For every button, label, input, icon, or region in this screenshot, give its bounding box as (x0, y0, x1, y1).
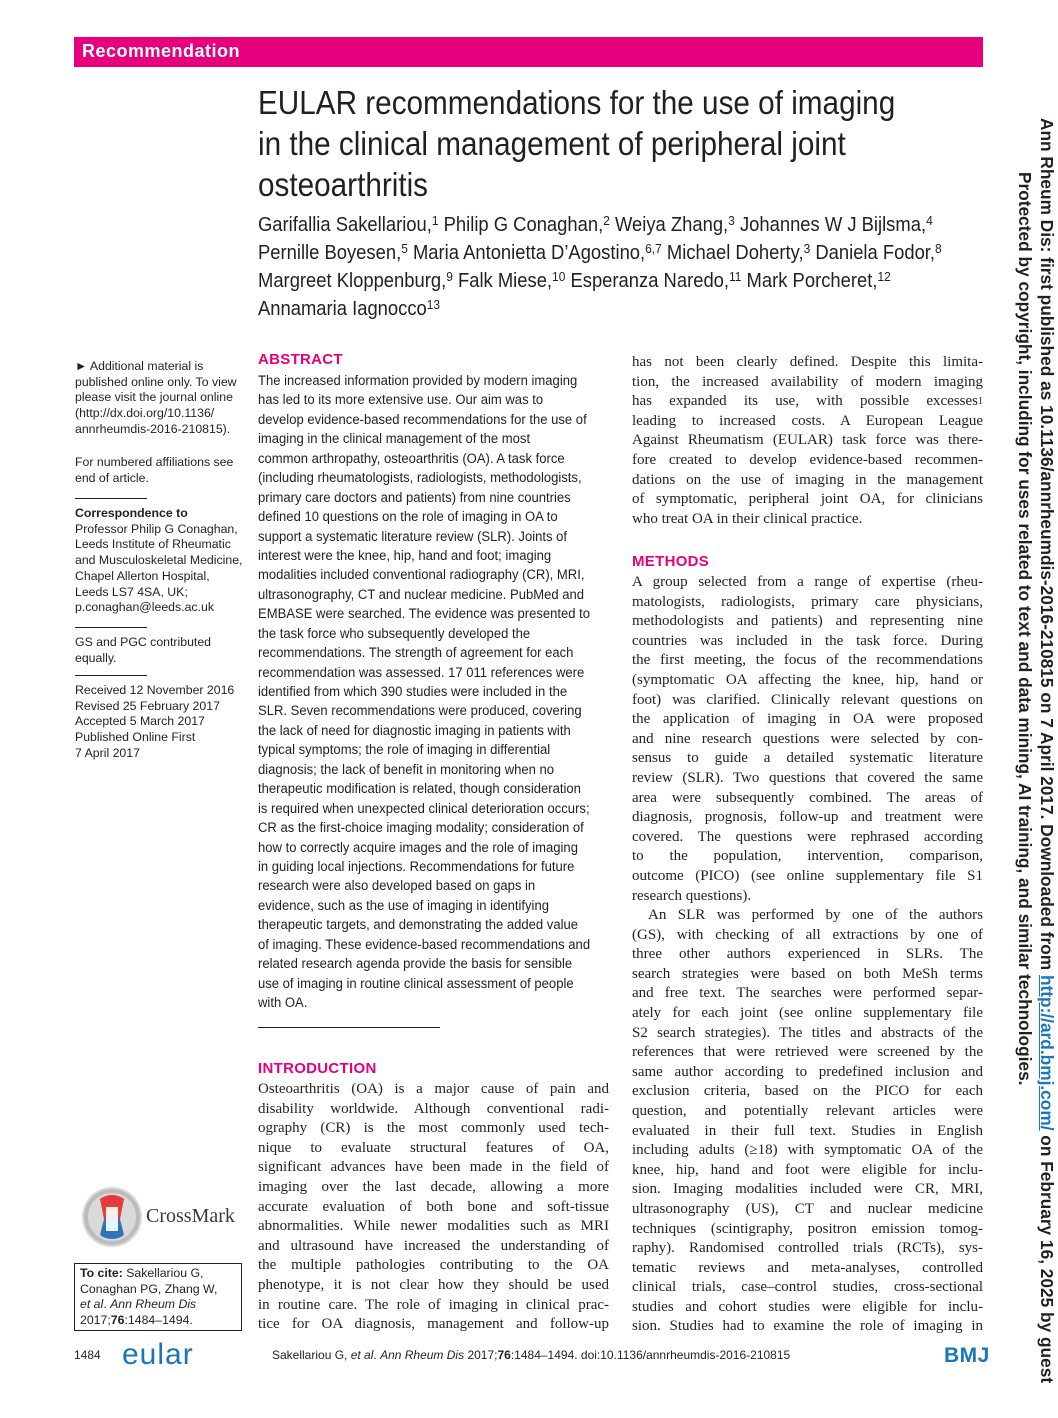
text-line: the task force who subsequently developed the (258, 625, 531, 642)
text-line: ultrasonography, CT and nuclear medicine. PubMed and (258, 586, 585, 603)
author-line: Annamaria Iagnocco$^{13}$ (258, 297, 441, 320)
methods-paragraph-1 (632, 573, 983, 906)
section-label: Recommendation (82, 41, 241, 61)
text-line: diagnosis; the lack of benefit in monitoring when no (258, 761, 555, 778)
text-line: A group selected from a range of expertise (rheu- (632, 574, 983, 590)
text-line: search strategies were based on both MeSh terms (632, 965, 983, 982)
text-line: in guiding local injections. Recommendations for future (258, 858, 575, 875)
text-line: S2 search strategies). The titles and abstracts of the (632, 1024, 983, 1041)
text-line: sensus to guide a detailed systematic literature (632, 750, 983, 767)
text-line: the lack of need for diagnostic imaging in patients with (258, 722, 571, 739)
text-line: tion, the increased availability of modern imaging (632, 373, 983, 390)
text-line: identified from which 390 studies were included in the (258, 684, 568, 700)
correspondence-email[interactable]: p.conaghan@leeds.ac.uk (75, 600, 214, 615)
text-line: of imaging. These evidence-based recommendations and (258, 936, 591, 953)
text-line: has expanded its use, with possible excesses$^1$ (632, 393, 983, 410)
crossmark-icon (80, 1185, 144, 1249)
cite-box: To cite: Sakellariou G, Conaghan PG, Zhang W, et al. Ann Rheum Dis 2017;76:1484–1494. (74, 1263, 242, 1331)
text-line: accurate evaluation of both bone and soft-tissue (258, 1198, 609, 1215)
text-line: EMBASE were searched. The evidence was presented to (258, 606, 591, 623)
abstract-heading: ABSTRACT (258, 351, 343, 368)
eular-logo: eular (122, 1338, 194, 1371)
text-line: including adults (≥18) with symptomatic OA of the (632, 1142, 983, 1159)
methods-heading: METHODS (632, 553, 710, 570)
page-number: 1484 (74, 1348, 101, 1362)
text-line: sion. Imaging modalities included were CR, MRI, (632, 1181, 983, 1198)
crossmark-badge[interactable] (80, 1185, 240, 1249)
text-line: interest were the knee, hip, hand and foot; imaging (258, 547, 552, 564)
text-line: techniques (scintigraphy, positron emission tomog- (632, 1220, 983, 1237)
text-line: three other authors experienced in SLRs. The (632, 946, 983, 963)
divider (75, 498, 147, 499)
text-line: nique to evaluate structural features of OA, (258, 1139, 609, 1156)
text-line: research questions). (632, 887, 752, 904)
affiliations-note: For numbered affiliations see end of article. (75, 455, 234, 485)
text-line: defined 10 questions on the role of imaging in OA to (258, 509, 558, 526)
crossmark-label: CrossMark (146, 1205, 235, 1227)
text-line: ography (CR) is the most commonly used tech- (258, 1120, 609, 1137)
introduction-continued (632, 353, 983, 529)
text-line: question, and potentially relevant articles were (632, 1102, 983, 1119)
text-line: covered. The questions were rephrased according (632, 828, 983, 845)
text-line: and free text. The searches were performed separ- (632, 985, 983, 1002)
title-line: osteoarthritis (258, 166, 429, 203)
text-line: An SLR was performed by one of the authors (648, 907, 983, 923)
journal-link[interactable]: http://ard.bmj.com/ (1037, 974, 1057, 1131)
author-line: Garifallia Sakellariou,$^1$ Philip G Conaghan,$^2$ Weiya Zhang,$^3$ Johannes W J Bijlsma,$^4$ (258, 213, 933, 236)
author-line: Pernille Boyesen,$^5$ Maria Antonietta D’Agostino,$^{6,7}$ Michael Doherty,$^3$ Daniela Fodor,$^8$ (258, 241, 942, 264)
divider (75, 675, 147, 676)
additional-material-note: ► Additional material is published online only. To view please visit the journal online (http://dx.doi.org/10.1136/ annrheumdis-2016-210815). (75, 359, 237, 436)
correspondence: Correspondence to Professor Philip G Conaghan, Leeds Institute of Rheumatic and Musculoskeletal Medicine, Chapel Allerton Hospital, Leeds LS7 4SA, UK; p.conaghan@leeds.ac.uk (75, 506, 243, 615)
text-line: typical symptoms; the role of imaging in differential (258, 742, 551, 759)
text-line: area were subsequently combined. The areas of (632, 789, 983, 806)
vertical-copyright-notice: Ann Rheum Dis: first published as 10.1136/annrheumdis-2016-210815 on 7 April 2017. Downloaded from http://ard.bmj.com/ on February 16, 2025 by guest Protected by copyright, including for uses related to text and data mining, AI training, and similar technologies. (1015, 118, 1057, 1384)
text-line: develop evidence-based recommendations for the use of (258, 411, 587, 428)
text-line: imaging over the last decade, allowing a more (258, 1178, 609, 1195)
text-line: and nine research questions were selected by con- (632, 730, 983, 747)
text-line: (GS), with checking of all extractions by one of (632, 926, 983, 943)
text-line: in routine care. The role of imaging in clinical prac- (258, 1296, 609, 1313)
text-line: methodologists and patients) and representing nine (632, 613, 983, 630)
text-line: primary care doctors and patients) from nine countries (258, 489, 571, 506)
text-line: of symptomatic, peripheral joint OA, for clinicians (632, 491, 983, 508)
text-line: support a systematic literature review (SLR). Joints of (258, 528, 568, 545)
text-line: diagnosis, prognosis, follow-up and treatment were (632, 809, 983, 826)
text-line: the multiple pathologies contributing to the OA (258, 1257, 609, 1274)
text-line: Against Rheumatism (EULAR) task force was there- (632, 432, 983, 449)
introduction-body (258, 1080, 609, 1335)
introduction-heading: INTRODUCTION (258, 1060, 377, 1077)
cite-label: To cite: (80, 1266, 123, 1280)
text-line: the first meeting, the focus of the recommendations (632, 652, 983, 669)
text-line: evaluated in their full text. Studies in English (632, 1122, 983, 1139)
contribution-note: GS and PGC contributed equally. (75, 635, 212, 665)
text-line: how to correctly acquire images and the role of imaging (258, 839, 578, 856)
text-line: therapeutic targets, and demonstrating the added value (258, 917, 579, 934)
text-line: recommendation was assessed. 17 011 references were (258, 664, 585, 681)
text-line: disability worldwide. Although conventional radi- (258, 1100, 609, 1117)
abstract-body (258, 372, 608, 1013)
title-line: EULAR recommendations for the use of imaging (258, 84, 896, 121)
text-line: to the population, intervention, comparison, (632, 848, 983, 865)
text-line: CR as the first-choice imaging modality; consideration of (258, 820, 584, 837)
text-line: Osteoarthritis (OA) is a major cause of pain and (258, 1081, 609, 1097)
text-line: recommendations. The strength of agreement for each (258, 645, 574, 662)
text-line: therapeutic modification is related, though consideration (258, 781, 581, 798)
text-line: tice for OA diagnosis, management and follow-up (258, 1316, 609, 1333)
text-line: ultrasonography (US), CT and nuclear medicine (632, 1200, 983, 1217)
text-line: foot) was clarified. Clinically relevant questions on (632, 691, 983, 708)
text-line: outcome (PICO) (see online supplementary file S1 (632, 867, 983, 884)
bmj-logo: BMJ (944, 1344, 990, 1367)
text-line: evidence, such as the use of imaging in identifying (258, 897, 549, 914)
text-line: SLR. Seven recommendations were produced, covering (258, 703, 582, 720)
divider (75, 627, 147, 628)
text-line: leading to increased costs. A European League (632, 412, 983, 429)
title-line: in the clinical management of peripheral joint (258, 125, 846, 162)
text-line: The increased information provided by modern imaging (258, 373, 578, 389)
text-line: sion. Studies had to examine the role of imaging in (632, 1318, 983, 1335)
text-line: the application of imaging in OA were proposed (632, 711, 983, 728)
text-line: common arthropathy, osteoarthritis (OA). A task force (258, 450, 565, 467)
article-dates: Received 12 November 2016 Revised 25 February 2017 Accepted 5 March 2017 Published Online First 7 April 2017 (75, 683, 235, 760)
text-line: related research agenda provide the basis for sensible (258, 956, 573, 973)
text-line: modalities included conventional radiography (CR), MRI, (258, 567, 585, 584)
text-line: review (SLR). Two questions that covered the same (632, 769, 983, 786)
text-line: studies and cohort studies were eligible for inclu- (632, 1298, 983, 1315)
correspondence-heading: Correspondence to (75, 506, 188, 520)
text-line: is required when unexpected clinical deterioration occurs; (258, 800, 590, 817)
text-line: knee, hip, hand and foot were eligible for inclu- (632, 1161, 983, 1178)
text-line: imaging in the clinical management of the most (258, 431, 531, 448)
text-line: countries was included in the task force. During (632, 632, 983, 649)
text-line: ately for each joint (see online supplementary file (632, 1004, 983, 1021)
text-line: abnormalities. While newer modalities such as MRI (258, 1218, 609, 1235)
text-line: with OA. (258, 995, 308, 1011)
text-line: and ultrasound have increased the understanding of (258, 1237, 609, 1254)
author-list (258, 211, 942, 323)
text-line: dations on the use of imaging in the management (632, 471, 983, 488)
text-line: tematic reviews and meta-analyses, controlled (632, 1259, 983, 1276)
text-line: (symptomatic OA affecting the knee, hip, hand or (632, 671, 983, 688)
methods-paragraph-2 (632, 906, 983, 1337)
divider (258, 1027, 440, 1028)
text-line: research were also developed based on gaps in (258, 878, 536, 895)
text-line: phenotype, it is not clear how they should be used (258, 1276, 609, 1293)
text-line: same author according to predefined inclusion and (632, 1063, 983, 1080)
text-line: significant advances have been made in the field of (258, 1159, 609, 1176)
text-line: clinical trials, case–control studies, cross-sectional (632, 1279, 983, 1296)
text-line: raphy). Randomised controlled trials (RCTs), sys- (632, 1240, 983, 1257)
footer-citation: Sakellariou G, et al. Ann Rheum Dis 2017;76:1484–1494. doi:10.1136/annrheumdis-2016-210815 (272, 1348, 791, 1362)
text-line: matologists, radiologists, primary care physicians, (632, 593, 983, 610)
article-title (258, 82, 896, 205)
text-line: exclusion criteria, based on the PICO for each (632, 1083, 983, 1100)
section-banner (74, 37, 983, 67)
text-line: has not been clearly defined. Despite this limita- (632, 354, 983, 370)
text-line: references that were retrieved were screened by the (632, 1044, 983, 1061)
text-line: (including rheumatologists, radiologists, methodologists, (258, 470, 582, 487)
text-line: has led to its more extensive use. Our aim was to (258, 392, 544, 409)
author-line: Margreet Kloppenburg,$^9$ Falk Miese,$^{10}$ Esperanza Naredo,$^{11}$ Mark Porcheret,$^{12}$ (258, 269, 891, 292)
text-line: use of imaging in routine clinical assessment of people (258, 975, 574, 992)
text-line: fore created to develop evidence-based recommen- (632, 451, 983, 468)
text-line: who treat OA in their clinical practice. (632, 510, 863, 527)
